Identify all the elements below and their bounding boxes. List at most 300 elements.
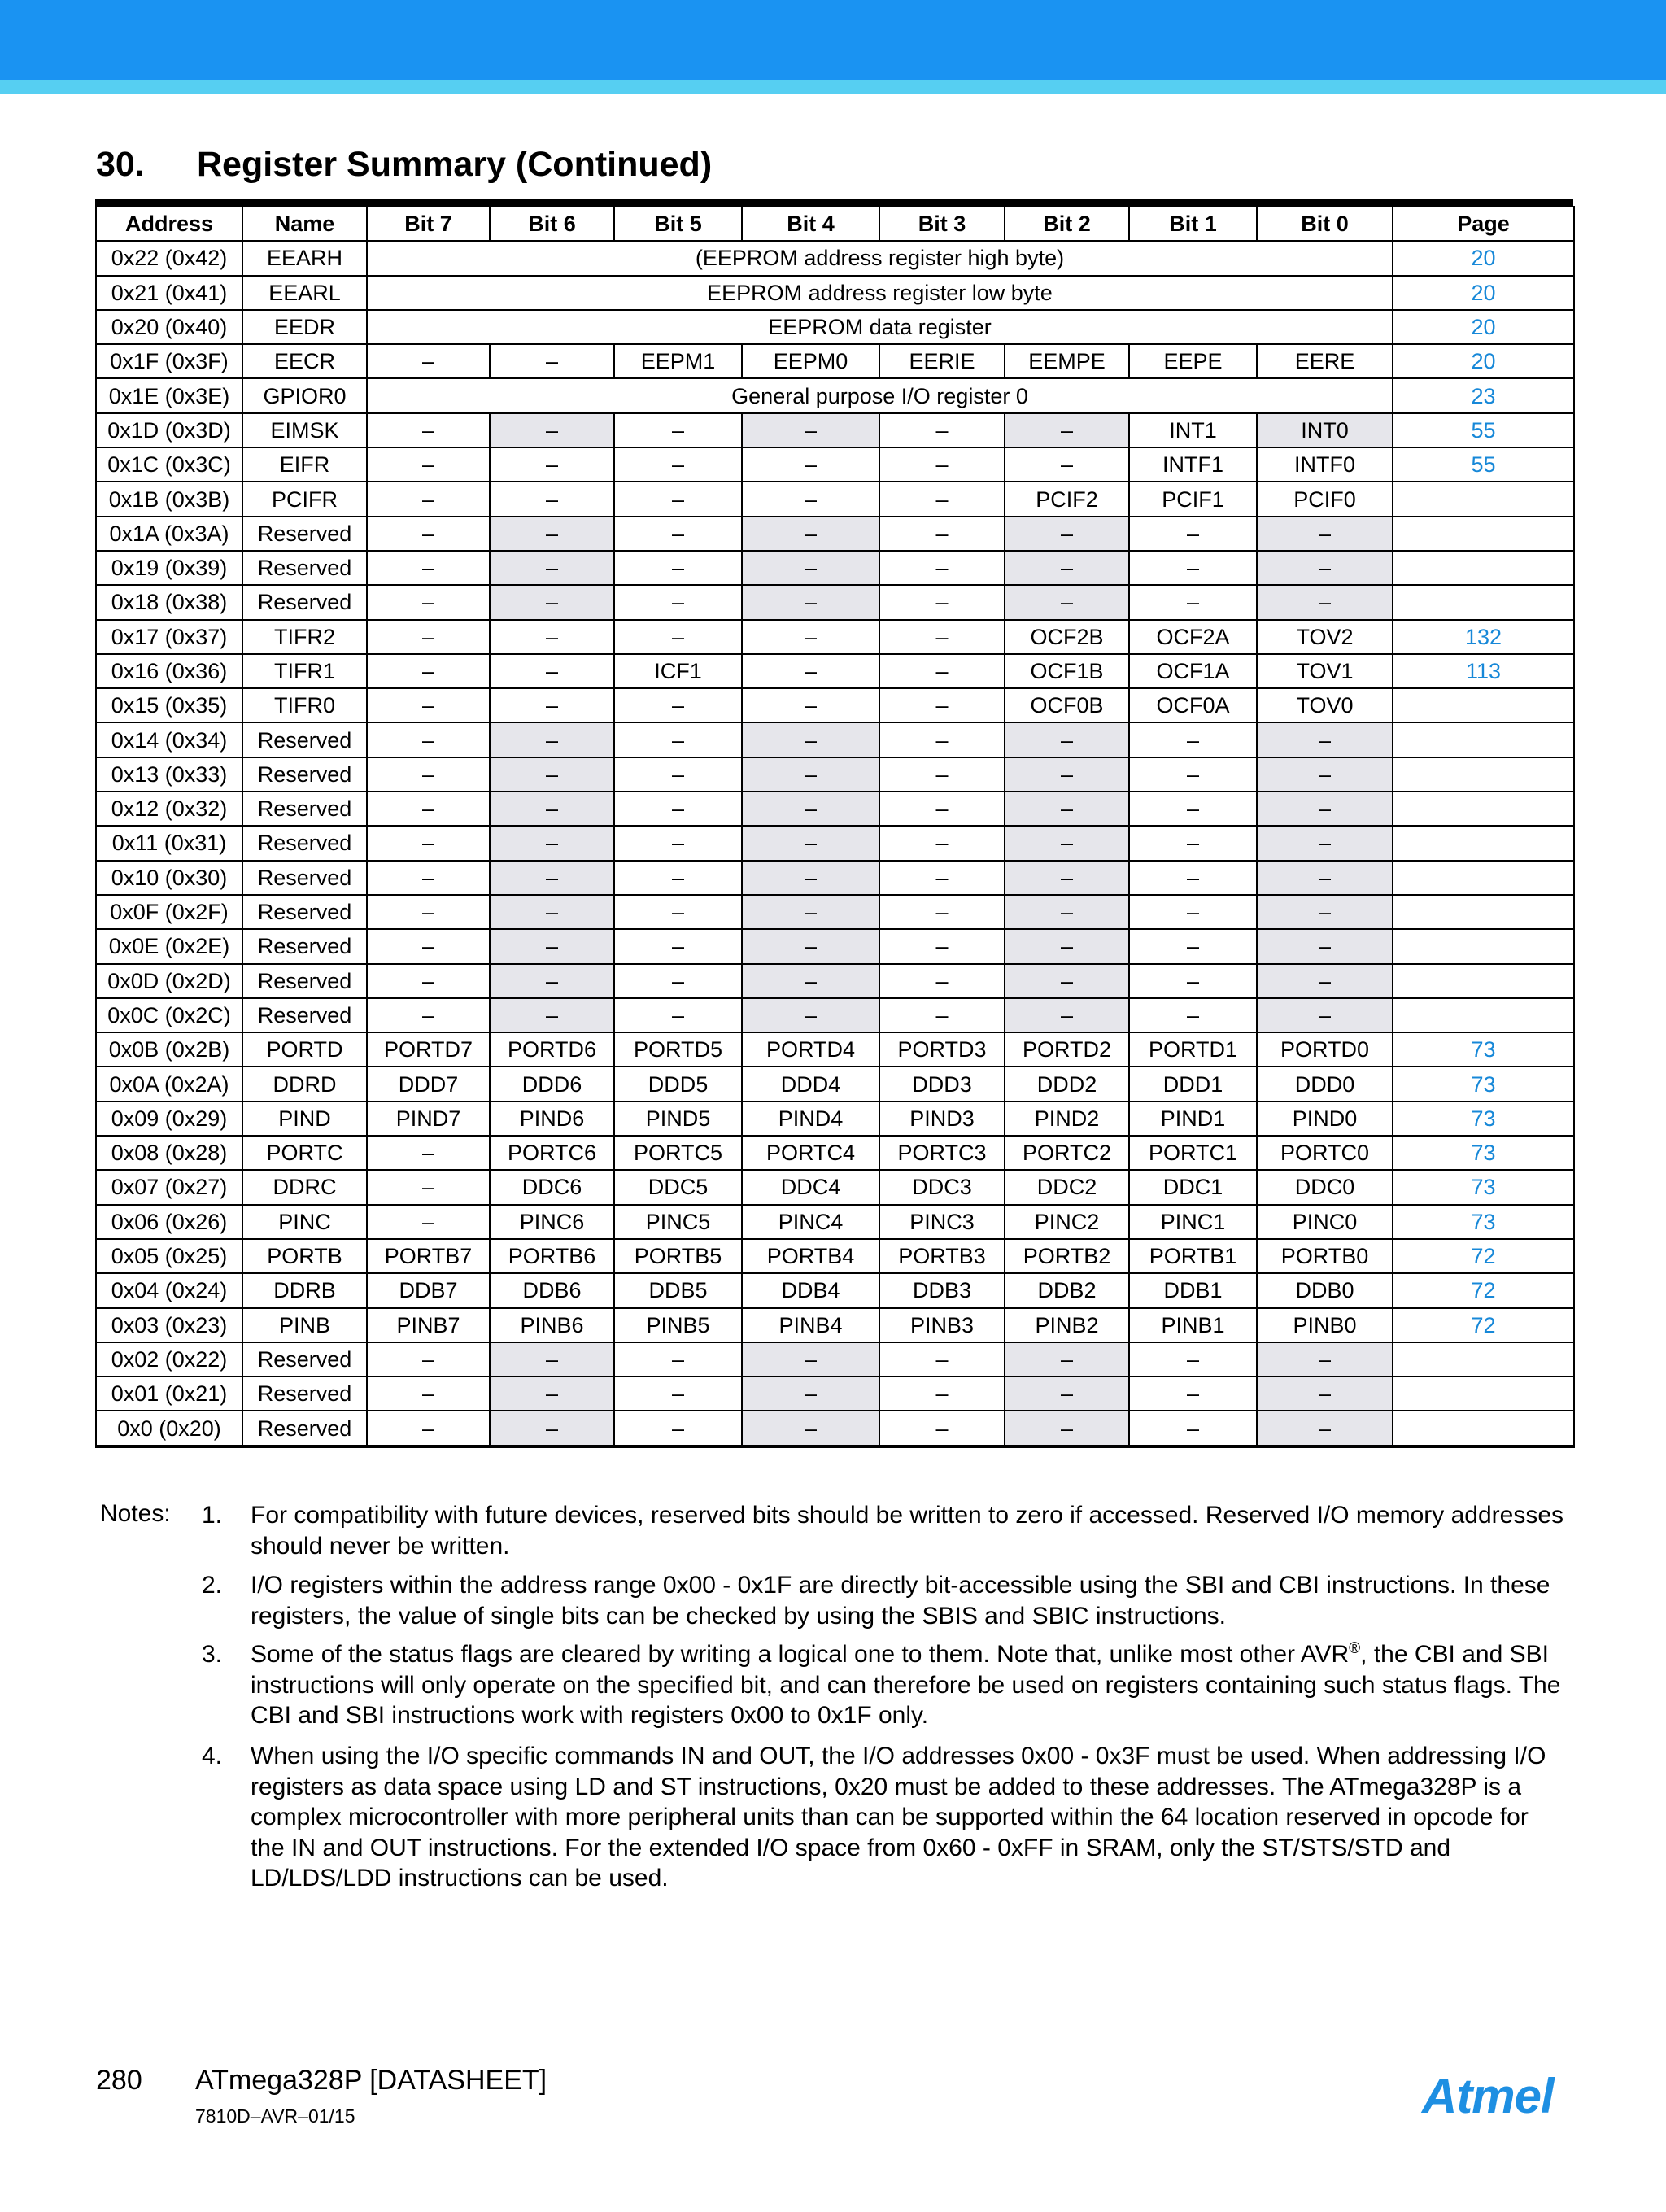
bit-0-cell: PINC0 xyxy=(1257,1205,1393,1239)
bit-5-cell: – xyxy=(614,964,742,998)
table-body xyxy=(96,241,1574,1446)
col-header-bit5: Bit 5 xyxy=(614,207,742,241)
bit-7-cell: – xyxy=(367,688,490,722)
section-heading xyxy=(96,145,712,185)
bit-0-cell: – xyxy=(1257,757,1393,792)
bit-7-cell: – xyxy=(367,344,490,378)
address-cell: 0x02 (0x22) xyxy=(96,1342,242,1377)
bit-5-cell: PORTD5 xyxy=(614,1032,742,1067)
bit-6-cell: – xyxy=(490,826,614,860)
bit-4-cell: – xyxy=(742,757,879,792)
bit-1-cell: INT1 xyxy=(1129,413,1257,447)
page-link-cell[interactable]: 73 xyxy=(1393,1067,1574,1101)
bit-7-cell: – xyxy=(367,1170,490,1204)
bit-5-cell: – xyxy=(614,517,742,551)
bit-1-cell: – xyxy=(1129,1377,1257,1411)
page-link-cell xyxy=(1393,792,1574,826)
bit-6-cell: – xyxy=(490,964,614,998)
register-name-cell: EEARH xyxy=(242,241,367,275)
bit-0-cell: PCIF0 xyxy=(1257,482,1393,516)
address-cell: 0x06 (0x26) xyxy=(96,1205,242,1239)
bit-3-cell: – xyxy=(879,1377,1005,1411)
bit-5-cell: – xyxy=(614,413,742,447)
bit-5-cell: – xyxy=(614,722,742,757)
table-row xyxy=(96,1067,1574,1101)
table-row xyxy=(96,1273,1574,1307)
address-cell: 0x11 (0x31) xyxy=(96,826,242,860)
page-link-cell[interactable]: 73 xyxy=(1393,1205,1574,1239)
bit-5-cell: PORTC5 xyxy=(614,1136,742,1170)
bit-6-cell: PINC6 xyxy=(490,1205,614,1239)
address-cell: 0x1A (0x3A) xyxy=(96,517,242,551)
page-link-cell[interactable]: 55 xyxy=(1393,413,1574,447)
bit-4-cell: PINB4 xyxy=(742,1308,879,1342)
bit-4-cell: – xyxy=(742,517,879,551)
address-cell: 0x1C (0x3C) xyxy=(96,447,242,482)
bit-1-cell: – xyxy=(1129,792,1257,826)
page-link-cell xyxy=(1393,929,1574,963)
bit-3-cell: – xyxy=(879,1342,1005,1377)
bit-7-cell: DDB7 xyxy=(367,1273,490,1307)
page-link-cell xyxy=(1393,1342,1574,1377)
bit-4-cell: – xyxy=(742,447,879,482)
bit-2-cell: DDB2 xyxy=(1005,1273,1129,1307)
register-name-cell: EEARL xyxy=(242,276,367,310)
bit-2-cell: – xyxy=(1005,722,1129,757)
table-row xyxy=(96,1205,1574,1239)
bit-0-cell: – xyxy=(1257,1377,1393,1411)
bit-5-cell: ICF1 xyxy=(614,654,742,688)
bit-0-cell: – xyxy=(1257,551,1393,585)
address-cell: 0x05 (0x25) xyxy=(96,1239,242,1273)
bit-0-cell: – xyxy=(1257,826,1393,860)
page-link-cell xyxy=(1393,517,1574,551)
bit-5-cell: – xyxy=(614,447,742,482)
bit-2-cell: PORTC2 xyxy=(1005,1136,1129,1170)
bit-2-cell: – xyxy=(1005,929,1129,963)
address-cell: 0x0 (0x20) xyxy=(96,1411,242,1446)
table-row xyxy=(96,413,1574,447)
table-row xyxy=(96,757,1574,792)
register-name-cell: Reserved xyxy=(242,551,367,585)
col-header-bit7: Bit 7 xyxy=(367,207,490,241)
bit-6-cell: – xyxy=(490,620,614,654)
bit-7-cell: – xyxy=(367,964,490,998)
register-name-cell: Reserved xyxy=(242,826,367,860)
note-number: 1. xyxy=(202,1502,223,1529)
page-link-cell[interactable]: 73 xyxy=(1393,1170,1574,1204)
register-name-cell: GPIOR0 xyxy=(242,378,367,412)
bit-4-cell: – xyxy=(742,998,879,1032)
note-number: 2. xyxy=(202,1572,223,1599)
bit-2-cell: OCF1B xyxy=(1005,654,1129,688)
bit-4-cell: – xyxy=(742,792,879,826)
bit-1-cell: DDB1 xyxy=(1129,1273,1257,1307)
page-link-cell[interactable]: 132 xyxy=(1393,620,1574,654)
register-description-cell: EEPROM data register xyxy=(367,310,1393,344)
register-description-cell: General purpose I/O register 0 xyxy=(367,378,1393,412)
bit-3-cell: PINB3 xyxy=(879,1308,1005,1342)
bit-6-cell: – xyxy=(490,895,614,929)
bit-3-cell: – xyxy=(879,654,1005,688)
bit-7-cell: – xyxy=(367,998,490,1032)
page-link-cell xyxy=(1393,998,1574,1032)
notes-label: Notes: xyxy=(100,1500,171,1527)
bit-0-cell: PORTB0 xyxy=(1257,1239,1393,1273)
bit-3-cell: PORTC3 xyxy=(879,1136,1005,1170)
bit-3-cell: PINC3 xyxy=(879,1205,1005,1239)
bit-2-cell: – xyxy=(1005,998,1129,1032)
note-text: I/O registers within the address range 0x00 - 0x1F are directly bit-accessible using the SBI and CBI instructions. In these registers, the value of single bits can be checked by using the SBIS and SBIC instructions. xyxy=(251,1572,1550,1630)
bit-1-cell: – xyxy=(1129,826,1257,860)
page-link-cell[interactable]: 113 xyxy=(1393,654,1574,688)
bit-4-cell: – xyxy=(742,1377,879,1411)
table-row xyxy=(96,378,1574,412)
table-row xyxy=(96,310,1574,344)
table-row xyxy=(96,895,1574,929)
bit-0-cell: PINB0 xyxy=(1257,1308,1393,1342)
bit-3-cell: DDB3 xyxy=(879,1273,1005,1307)
bit-6-cell: PORTD6 xyxy=(490,1032,614,1067)
bit-5-cell: PINC5 xyxy=(614,1205,742,1239)
table-row xyxy=(96,1170,1574,1204)
bit-1-cell: OCF1A xyxy=(1129,654,1257,688)
address-cell: 0x19 (0x39) xyxy=(96,551,242,585)
bit-1-cell: PORTB1 xyxy=(1129,1239,1257,1273)
footer-doc-code: 7810D–AVR–01/15 xyxy=(195,2105,355,2127)
bit-6-cell: – xyxy=(490,413,614,447)
bit-2-cell: DDC2 xyxy=(1005,1170,1129,1204)
address-cell: 0x07 (0x27) xyxy=(96,1170,242,1204)
register-name-cell: PORTD xyxy=(242,1032,367,1067)
bit-4-cell: – xyxy=(742,964,879,998)
bit-2-cell: – xyxy=(1005,757,1129,792)
bit-4-cell: DDB4 xyxy=(742,1273,879,1307)
bit-4-cell: – xyxy=(742,654,879,688)
bit-5-cell: EEPM1 xyxy=(614,344,742,378)
bit-3-cell: – xyxy=(879,585,1005,619)
bit-1-cell: DDD1 xyxy=(1129,1067,1257,1101)
bit-1-cell: – xyxy=(1129,722,1257,757)
bit-2-cell: DDD2 xyxy=(1005,1067,1129,1101)
register-name-cell: TIFR0 xyxy=(242,688,367,722)
register-name-cell: EIFR xyxy=(242,447,367,482)
bit-4-cell: – xyxy=(742,482,879,516)
bit-2-cell: PINB2 xyxy=(1005,1308,1129,1342)
page-link-cell[interactable]: 20 xyxy=(1393,344,1574,378)
bit-2-cell: EEMPE xyxy=(1005,344,1129,378)
bit-3-cell: – xyxy=(879,792,1005,826)
register-name-cell: PINC xyxy=(242,1205,367,1239)
address-cell: 0x1E (0x3E) xyxy=(96,378,242,412)
bit-5-cell: – xyxy=(614,757,742,792)
bit-6-cell: PINB6 xyxy=(490,1308,614,1342)
note-text: For compatibility with future devices, reserved bits should be written to zero if accessed. Reserved I/O memory addresses should never be written. xyxy=(251,1502,1564,1560)
bit-6-cell: – xyxy=(490,757,614,792)
bit-1-cell: DDC1 xyxy=(1129,1170,1257,1204)
footer-page-number: 280 xyxy=(96,2065,142,2096)
bit-2-cell: – xyxy=(1005,1411,1129,1446)
bit-1-cell: PIND1 xyxy=(1129,1102,1257,1136)
address-cell: 0x22 (0x42) xyxy=(96,241,242,275)
bit-3-cell: – xyxy=(879,517,1005,551)
bit-7-cell: PORTB7 xyxy=(367,1239,490,1273)
address-cell: 0x0F (0x2F) xyxy=(96,895,242,929)
table-row xyxy=(96,585,1574,619)
col-header-bit0: Bit 0 xyxy=(1257,207,1393,241)
bit-6-cell: – xyxy=(490,344,614,378)
bit-3-cell: – xyxy=(879,929,1005,963)
register-name-cell: DDRC xyxy=(242,1170,367,1204)
table-row xyxy=(96,620,1574,654)
register-name-cell: Reserved xyxy=(242,1377,367,1411)
table-row xyxy=(96,964,1574,998)
bit-6-cell: – xyxy=(490,1342,614,1377)
bit-4-cell: – xyxy=(742,551,879,585)
register-name-cell: DDRB xyxy=(242,1273,367,1307)
bit-7-cell: – xyxy=(367,757,490,792)
bit-2-cell: – xyxy=(1005,1342,1129,1377)
bit-3-cell: – xyxy=(879,482,1005,516)
bit-4-cell: EEPM0 xyxy=(742,344,879,378)
bit-5-cell: PINB5 xyxy=(614,1308,742,1342)
bit-0-cell: TOV0 xyxy=(1257,688,1393,722)
bit-6-cell: – xyxy=(490,447,614,482)
note-text-part: , the CBI and SBI instructions will only operate on the specified bit, and can therefore be used on registers containing such status flags. The CBI and SBI instructions work with registers 0x00 to 0x1F only. xyxy=(251,1641,1561,1729)
address-cell: 0x1F (0x3F) xyxy=(96,344,242,378)
bit-2-cell: – xyxy=(1005,1377,1129,1411)
bit-6-cell: – xyxy=(490,929,614,963)
register-name-cell: EEDR xyxy=(242,310,367,344)
bit-7-cell: PINB7 xyxy=(367,1308,490,1342)
bit-2-cell: – xyxy=(1005,792,1129,826)
bit-1-cell: – xyxy=(1129,517,1257,551)
bit-1-cell: PINC1 xyxy=(1129,1205,1257,1239)
register-summary-table xyxy=(95,206,1575,1448)
table-row xyxy=(96,1377,1574,1411)
page-link-cell[interactable]: 72 xyxy=(1393,1273,1574,1307)
bit-6-cell: DDB6 xyxy=(490,1273,614,1307)
page-link-cell[interactable]: 72 xyxy=(1393,1239,1574,1273)
bit-4-cell: DDD4 xyxy=(742,1067,879,1101)
bit-0-cell: TOV2 xyxy=(1257,620,1393,654)
table-top-rule xyxy=(95,199,1573,206)
bit-4-cell: PORTB4 xyxy=(742,1239,879,1273)
bit-4-cell: – xyxy=(742,413,879,447)
page-link-cell xyxy=(1393,585,1574,619)
bit-5-cell: PORTB5 xyxy=(614,1239,742,1273)
table-row xyxy=(96,1239,1574,1273)
address-cell: 0x14 (0x34) xyxy=(96,722,242,757)
address-cell: 0x0E (0x2E) xyxy=(96,929,242,963)
bit-6-cell: – xyxy=(490,792,614,826)
page-link-cell[interactable]: 73 xyxy=(1393,1136,1574,1170)
page-link-cell[interactable]: 23 xyxy=(1393,378,1574,412)
bit-0-cell: – xyxy=(1257,861,1393,895)
bit-3-cell: DDC3 xyxy=(879,1170,1005,1204)
note-number: 3. xyxy=(202,1641,223,1668)
col-header-bit4: Bit 4 xyxy=(742,207,879,241)
bit-4-cell: PORTC4 xyxy=(742,1136,879,1170)
address-cell: 0x0C (0x2C) xyxy=(96,998,242,1032)
note-text xyxy=(251,1639,1568,1731)
bit-1-cell: – xyxy=(1129,929,1257,963)
register-name-cell: Reserved xyxy=(242,517,367,551)
bit-2-cell: OCF0B xyxy=(1005,688,1129,722)
address-cell: 0x10 (0x30) xyxy=(96,861,242,895)
bit-7-cell: – xyxy=(367,413,490,447)
page-link-cell xyxy=(1393,895,1574,929)
bit-1-cell: PINB1 xyxy=(1129,1308,1257,1342)
col-header-bit3: Bit 3 xyxy=(879,207,1005,241)
page-link-cell[interactable]: 72 xyxy=(1393,1308,1574,1342)
table-row xyxy=(96,447,1574,482)
bit-0-cell: – xyxy=(1257,998,1393,1032)
bit-0-cell: – xyxy=(1257,1342,1393,1377)
bit-1-cell: PORTC1 xyxy=(1129,1136,1257,1170)
bit-7-cell: – xyxy=(367,1205,490,1239)
col-header-bit1: Bit 1 xyxy=(1129,207,1257,241)
table-row xyxy=(96,1032,1574,1067)
note-text-part: Some of the status flags are cleared by writing a logical one to them. Note that, unlike most other AVR xyxy=(251,1641,1350,1668)
address-cell: 0x01 (0x21) xyxy=(96,1377,242,1411)
bit-2-cell: PORTB2 xyxy=(1005,1239,1129,1273)
bit-0-cell: DDD0 xyxy=(1257,1067,1393,1101)
bit-1-cell: – xyxy=(1129,964,1257,998)
bit-5-cell: – xyxy=(614,929,742,963)
bit-4-cell: – xyxy=(742,585,879,619)
bit-2-cell: – xyxy=(1005,895,1129,929)
register-name-cell: Reserved xyxy=(242,964,367,998)
bit-7-cell: DDD7 xyxy=(367,1067,490,1101)
bit-2-cell: PIND2 xyxy=(1005,1102,1129,1136)
page-link-cell xyxy=(1393,1411,1574,1446)
page-link-cell xyxy=(1393,688,1574,722)
bit-2-cell: – xyxy=(1005,517,1129,551)
register-name-cell: Reserved xyxy=(242,1411,367,1446)
bit-3-cell: – xyxy=(879,861,1005,895)
bit-2-cell: – xyxy=(1005,861,1129,895)
table-row xyxy=(96,517,1574,551)
page-link-cell[interactable]: 20 xyxy=(1393,310,1574,344)
bit-6-cell: – xyxy=(490,1377,614,1411)
page-link-cell[interactable]: 20 xyxy=(1393,241,1574,275)
bit-1-cell: – xyxy=(1129,551,1257,585)
bit-3-cell: – xyxy=(879,826,1005,860)
col-header-name: Name xyxy=(242,207,367,241)
page-link-cell xyxy=(1393,826,1574,860)
col-header-bit2: Bit 2 xyxy=(1005,207,1129,241)
bit-2-cell: OCF2B xyxy=(1005,620,1129,654)
register-name-cell: Reserved xyxy=(242,585,367,619)
bit-0-cell: INT0 xyxy=(1257,413,1393,447)
bit-6-cell: – xyxy=(490,1411,614,1446)
bit-0-cell: – xyxy=(1257,895,1393,929)
bit-4-cell: – xyxy=(742,688,879,722)
bit-0-cell: EERE xyxy=(1257,344,1393,378)
register-name-cell: PIND xyxy=(242,1102,367,1136)
page-link-cell xyxy=(1393,1377,1574,1411)
bit-6-cell: – xyxy=(490,688,614,722)
register-description-cell: EEPROM address register low byte xyxy=(367,276,1393,310)
table-row xyxy=(96,929,1574,963)
register-name-cell: PORTC xyxy=(242,1136,367,1170)
table-row xyxy=(96,1308,1574,1342)
bit-0-cell: PORTD0 xyxy=(1257,1032,1393,1067)
bit-7-cell: – xyxy=(367,929,490,963)
register-name-cell: Reserved xyxy=(242,722,367,757)
section-number: 30. xyxy=(96,145,145,184)
bit-4-cell: – xyxy=(742,1411,879,1446)
bit-6-cell: PIND6 xyxy=(490,1102,614,1136)
address-cell: 0x12 (0x32) xyxy=(96,792,242,826)
note-number: 4. xyxy=(202,1743,223,1769)
register-name-cell: PCIFR xyxy=(242,482,367,516)
page-link-cell[interactable]: 55 xyxy=(1393,447,1574,482)
bit-1-cell: – xyxy=(1129,585,1257,619)
bit-1-cell: OCF2A xyxy=(1129,620,1257,654)
table-row xyxy=(96,826,1574,860)
page-link-cell xyxy=(1393,722,1574,757)
bit-4-cell: – xyxy=(742,826,879,860)
bit-7-cell: – xyxy=(367,1411,490,1446)
bit-3-cell: – xyxy=(879,413,1005,447)
address-cell: 0x03 (0x23) xyxy=(96,1308,242,1342)
bit-2-cell: – xyxy=(1005,551,1129,585)
address-cell: 0x20 (0x40) xyxy=(96,310,242,344)
page-link-cell[interactable]: 73 xyxy=(1393,1102,1574,1136)
register-name-cell: PINB xyxy=(242,1308,367,1342)
bit-0-cell: – xyxy=(1257,929,1393,963)
bit-0-cell: INTF0 xyxy=(1257,447,1393,482)
bit-5-cell: – xyxy=(614,895,742,929)
address-cell: 0x1D (0x3D) xyxy=(96,413,242,447)
register-name-cell: TIFR1 xyxy=(242,654,367,688)
bit-6-cell: PORTB6 xyxy=(490,1239,614,1273)
bit-5-cell: – xyxy=(614,1411,742,1446)
register-name-cell: EIMSK xyxy=(242,413,367,447)
page-link-cell[interactable]: 73 xyxy=(1393,1032,1574,1067)
bit-3-cell: PIND3 xyxy=(879,1102,1005,1136)
register-name-cell: Reserved xyxy=(242,929,367,963)
bit-6-cell: – xyxy=(490,482,614,516)
register-name-cell: Reserved xyxy=(242,792,367,826)
bit-5-cell: DDC5 xyxy=(614,1170,742,1204)
bit-7-cell: – xyxy=(367,620,490,654)
page-link-cell[interactable]: 20 xyxy=(1393,276,1574,310)
address-cell: 0x08 (0x28) xyxy=(96,1136,242,1170)
address-cell: 0x0A (0x2A) xyxy=(96,1067,242,1101)
bit-5-cell: DDB5 xyxy=(614,1273,742,1307)
bit-6-cell: – xyxy=(490,551,614,585)
bit-2-cell: – xyxy=(1005,964,1129,998)
register-name-cell: Reserved xyxy=(242,1342,367,1377)
bit-1-cell: PCIF1 xyxy=(1129,482,1257,516)
bit-0-cell: – xyxy=(1257,1411,1393,1446)
bit-5-cell: – xyxy=(614,1377,742,1411)
bit-2-cell: – xyxy=(1005,447,1129,482)
register-name-cell: Reserved xyxy=(242,895,367,929)
bit-3-cell: – xyxy=(879,688,1005,722)
bit-1-cell: OCF0A xyxy=(1129,688,1257,722)
bit-5-cell: – xyxy=(614,585,742,619)
bit-3-cell: – xyxy=(879,620,1005,654)
bit-3-cell: DDD3 xyxy=(879,1067,1005,1101)
registered-mark: ® xyxy=(1349,1640,1361,1657)
bit-1-cell: – xyxy=(1129,1411,1257,1446)
bit-7-cell: – xyxy=(367,895,490,929)
bit-3-cell: – xyxy=(879,447,1005,482)
